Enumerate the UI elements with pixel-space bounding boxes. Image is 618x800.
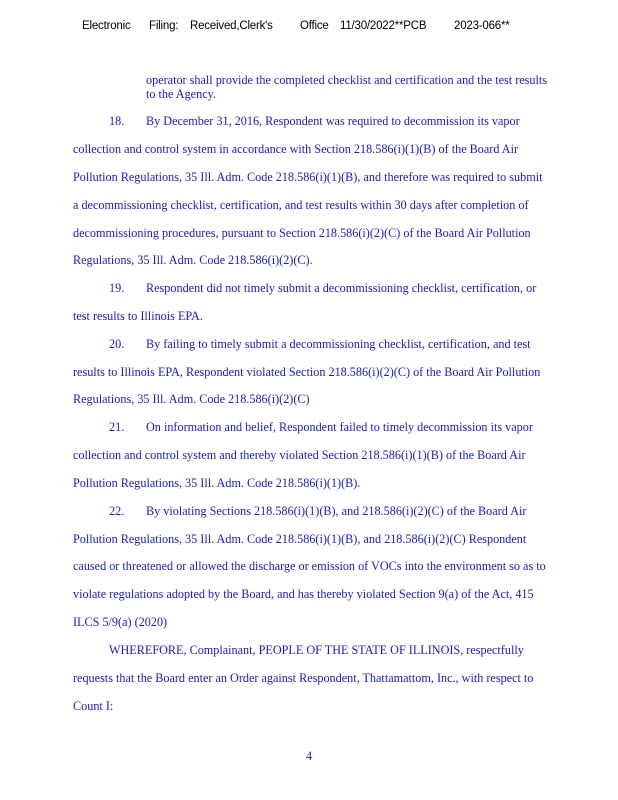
paragraph-line: caused or threatened or allowed the discharge or emission of VOCs into the environment so as to xyxy=(73,559,546,573)
paragraph-number: 19. xyxy=(109,281,125,295)
header-filing: Filing: xyxy=(149,20,179,32)
header-received: Received,Clerk's xyxy=(190,20,273,32)
paragraph-number: 21. xyxy=(109,420,125,434)
paragraph-line: test results to Illinois EPA. xyxy=(73,309,203,323)
paragraph-line: decommissioning procedures, pursuant to Section 218.586(i)(2)(C) of the Board Air Pollution xyxy=(73,226,531,240)
wherefore-line: WHEREFORE, Complainant, PEOPLE OF THE STATE OF ILLINOIS, respectfully xyxy=(109,643,524,657)
paragraph-line: On information and belief, Respondent failed to timely decommission its vapor xyxy=(146,420,533,434)
paragraph-line: violate regulations adopted by the Board, and has thereby violated Section 9(a) of the Act, 415 xyxy=(73,587,534,601)
header-electronic: Electronic xyxy=(82,20,131,32)
paragraph-number: 22. xyxy=(109,504,125,518)
paragraph-line: Regulations, 35 Ill. Adm. Code 218.586(i)(2)(C). xyxy=(73,253,313,267)
continuation-line: operator shall provide the completed checklist and certification and the test results xyxy=(146,73,548,87)
header-case-number: 2023-066** xyxy=(454,20,510,32)
continuation-line: to the Agency. xyxy=(146,87,216,101)
wherefore-line: requests that the Board enter an Order against Respondent, Thattamattom, Inc., with respect to xyxy=(73,671,534,685)
paragraph-line: Pollution Regulations, 35 Ill. Adm. Code 218.586(i)(1)(B), and therefore was required to submit xyxy=(73,170,543,184)
paragraph-line: Pollution Regulations, 35 Ill. Adm. Code 218.586(i)(1)(B). xyxy=(73,476,361,490)
paragraph-line: By failing to timely submit a decommissioning checklist, certification, and test xyxy=(146,337,531,351)
paragraph-line: collection and control system and thereby violated Section 218.586(i)(1)(B) of the Board Air xyxy=(73,448,526,462)
header-date: 11/30/2022**PCB xyxy=(340,20,427,32)
paragraph-line: By violating Sections 218.586(i)(1)(B), and 218.586(i)(2)(C) of the Board Air xyxy=(146,504,527,518)
header-office: Office xyxy=(300,20,329,32)
paragraph-line: By December 31, 2016, Respondent was required to decommission its vapor xyxy=(146,114,520,128)
paragraph-line: collection and control system in accordance with Section 218.586(i)(1)(B) of the Board Air xyxy=(73,142,519,156)
paragraph-line: results to Illinois EPA, Respondent violated Section 218.586(i)(2)(C) of the Board Air Pollution xyxy=(73,365,541,379)
paragraph-line: a decommissioning checklist, certification, and test results within 30 days after completion of xyxy=(73,198,529,212)
paragraph-number: 18. xyxy=(109,114,125,128)
paragraph-line: Regulations, 35 Ill. Adm. Code 218.586(i)(2)(C) xyxy=(73,392,310,406)
paragraph-line: Pollution Regulations, 35 Ill. Adm. Code 218.586(i)(1)(B), and 218.586(i)(2)(C) Respondent xyxy=(73,532,527,546)
paragraph-line: ILCS 5/9(a) (2020) xyxy=(73,615,168,629)
wherefore-line: Count I: xyxy=(73,699,114,713)
paragraph-line: Respondent did not timely submit a decommissioning checklist, certification, or xyxy=(146,281,537,295)
paragraph-number: 20. xyxy=(109,337,125,351)
page-number: 4 xyxy=(305,749,313,763)
